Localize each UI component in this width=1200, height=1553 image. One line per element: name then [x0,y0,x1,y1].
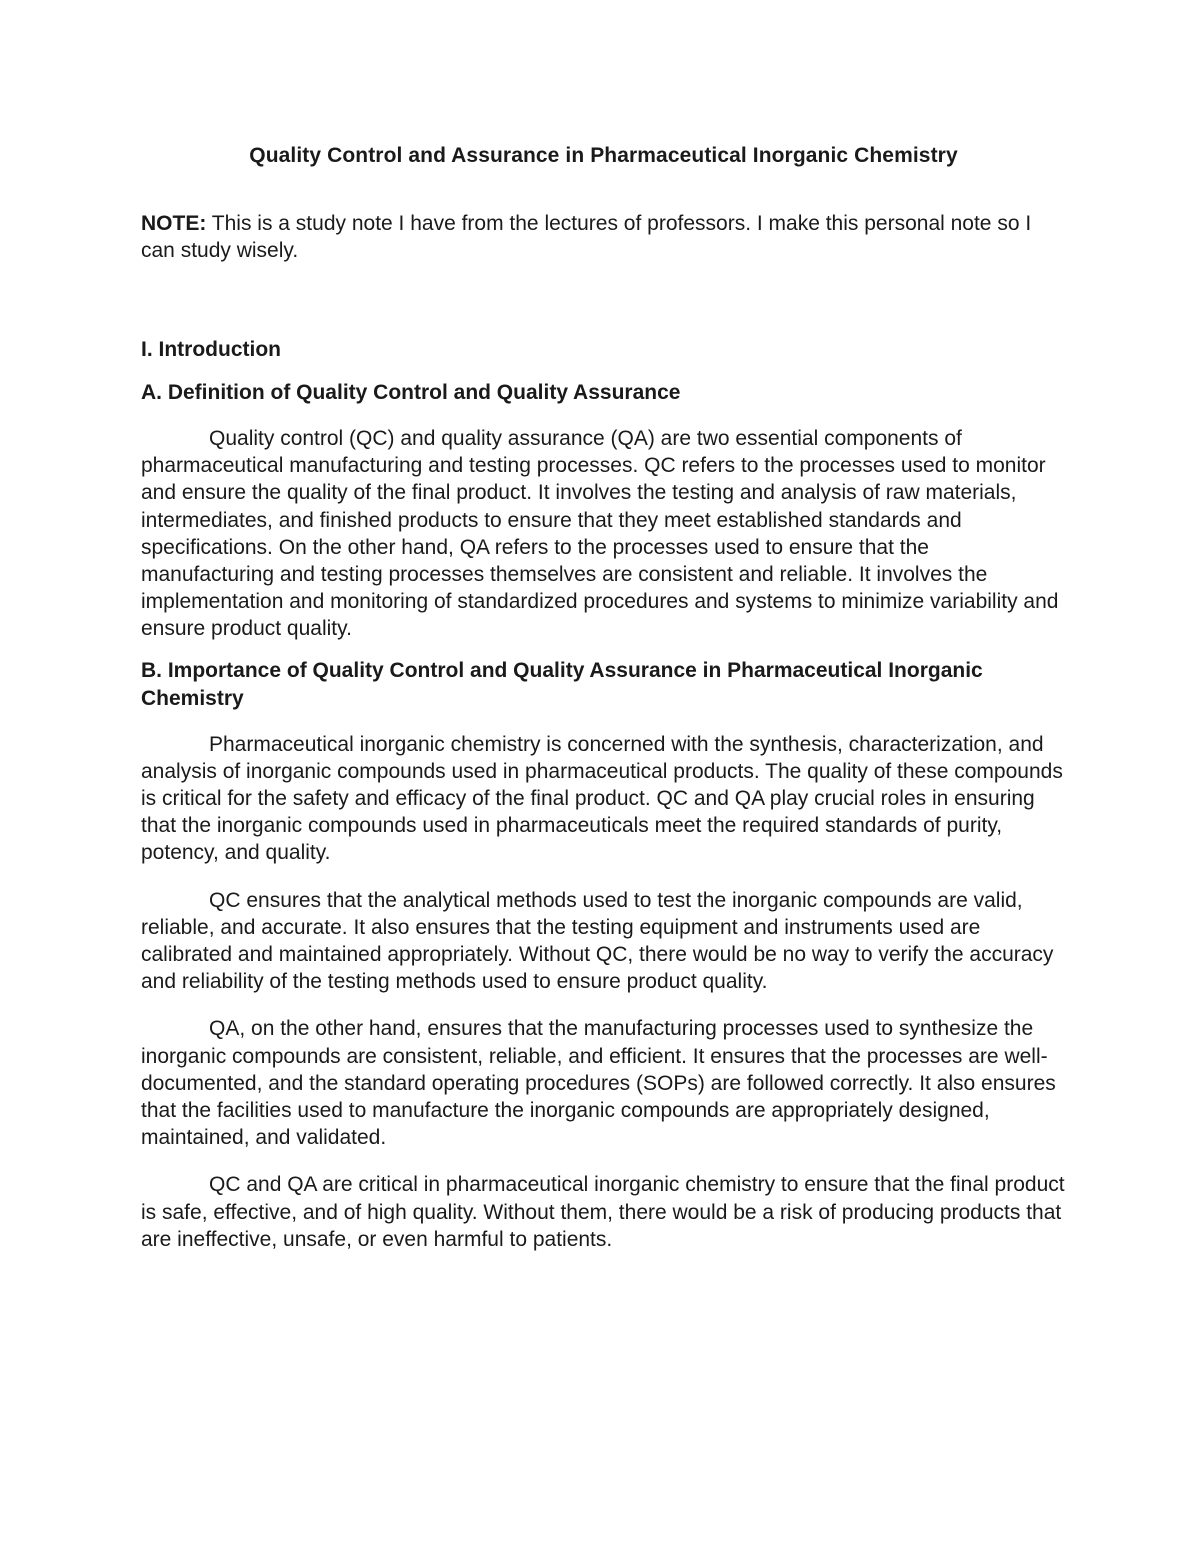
section-heading-introduction: I. Introduction [141,338,281,361]
paragraph-conclusion: QC and QA are critical in pharmaceutical inorganic chemistry to ensure that the final product is safe, effective, and of high quality. Without them, there would be a risk of producing products that are ineffective, unsafe, or even harmful to patients. [141,1173,1065,1251]
paragraph-qc-role: QC ensures that the analytical methods used to test the inorganic compounds are valid, reliable, and accurate. It also ensures that the testing equipment and instruments used are calibrated and maintained appropriately. Without QC, there would be no way to verify the accuracy and reliability of the testing methods used to ensure product quality. [141,888,1054,994]
paragraph-qa-role: QA, on the other hand, ensures that the manufacturing processes used to synthesize the inorganic compounds are consistent, reliable, and efficient. It ensures that the processes are well-documented, and the standard operating procedures (SOPs) are followed correctly. It also ensures that the facilities used to manufacture the inorganic compounds are appropriately designed, maintained, and validated. [141,1017,1056,1150]
paragraph-importance-intro: Pharmaceutical inorganic chemistry is concerned with the synthesis, characterization, and analysis of inorganic compounds used in pharmaceutical products. The quality of these compounds is critical for the safety and efficacy of the final product. QC and QA play crucial roles in ensuring that the inorganic compounds used in pharmaceuticals meet the required standards of purity, potency, and quality. [141,732,1063,865]
note-text: This is a study note I have from the lectures of professors. I make this personal note so I can study wisely. [141,212,1032,262]
note-label: NOTE: [141,212,207,235]
paragraph-definition: Quality control (QC) and quality assurance (QA) are two essential components of pharmaceutical manufacturing and testing processes. QC refers to the processes used to monitor and ensure the quality of the final product. It involves the testing and analysis of raw materials, intermediates, and finished products to ensure that they meet established standards and specifications. On the other hand, QA refers to the processes used to ensure that the manufacturing and testing processes themselves are consistent and reliable. It involves the implementation and monitoring of standardized procedures and systems to minimize variability and ensure product quality. [141,427,1059,641]
document-title: Quality Control and Assurance in Pharmaceutical Inorganic Chemistry [249,144,958,167]
document-body [141,140,1066,1253]
subsection-heading-definition: A. Definition of Quality Control and Quality Assurance [141,381,681,404]
study-note [141,210,1066,264]
subsection-heading-importance: B. Importance of Quality Control and Quality Assurance in Pharmaceutical Inorganic Chemistry [141,658,983,710]
